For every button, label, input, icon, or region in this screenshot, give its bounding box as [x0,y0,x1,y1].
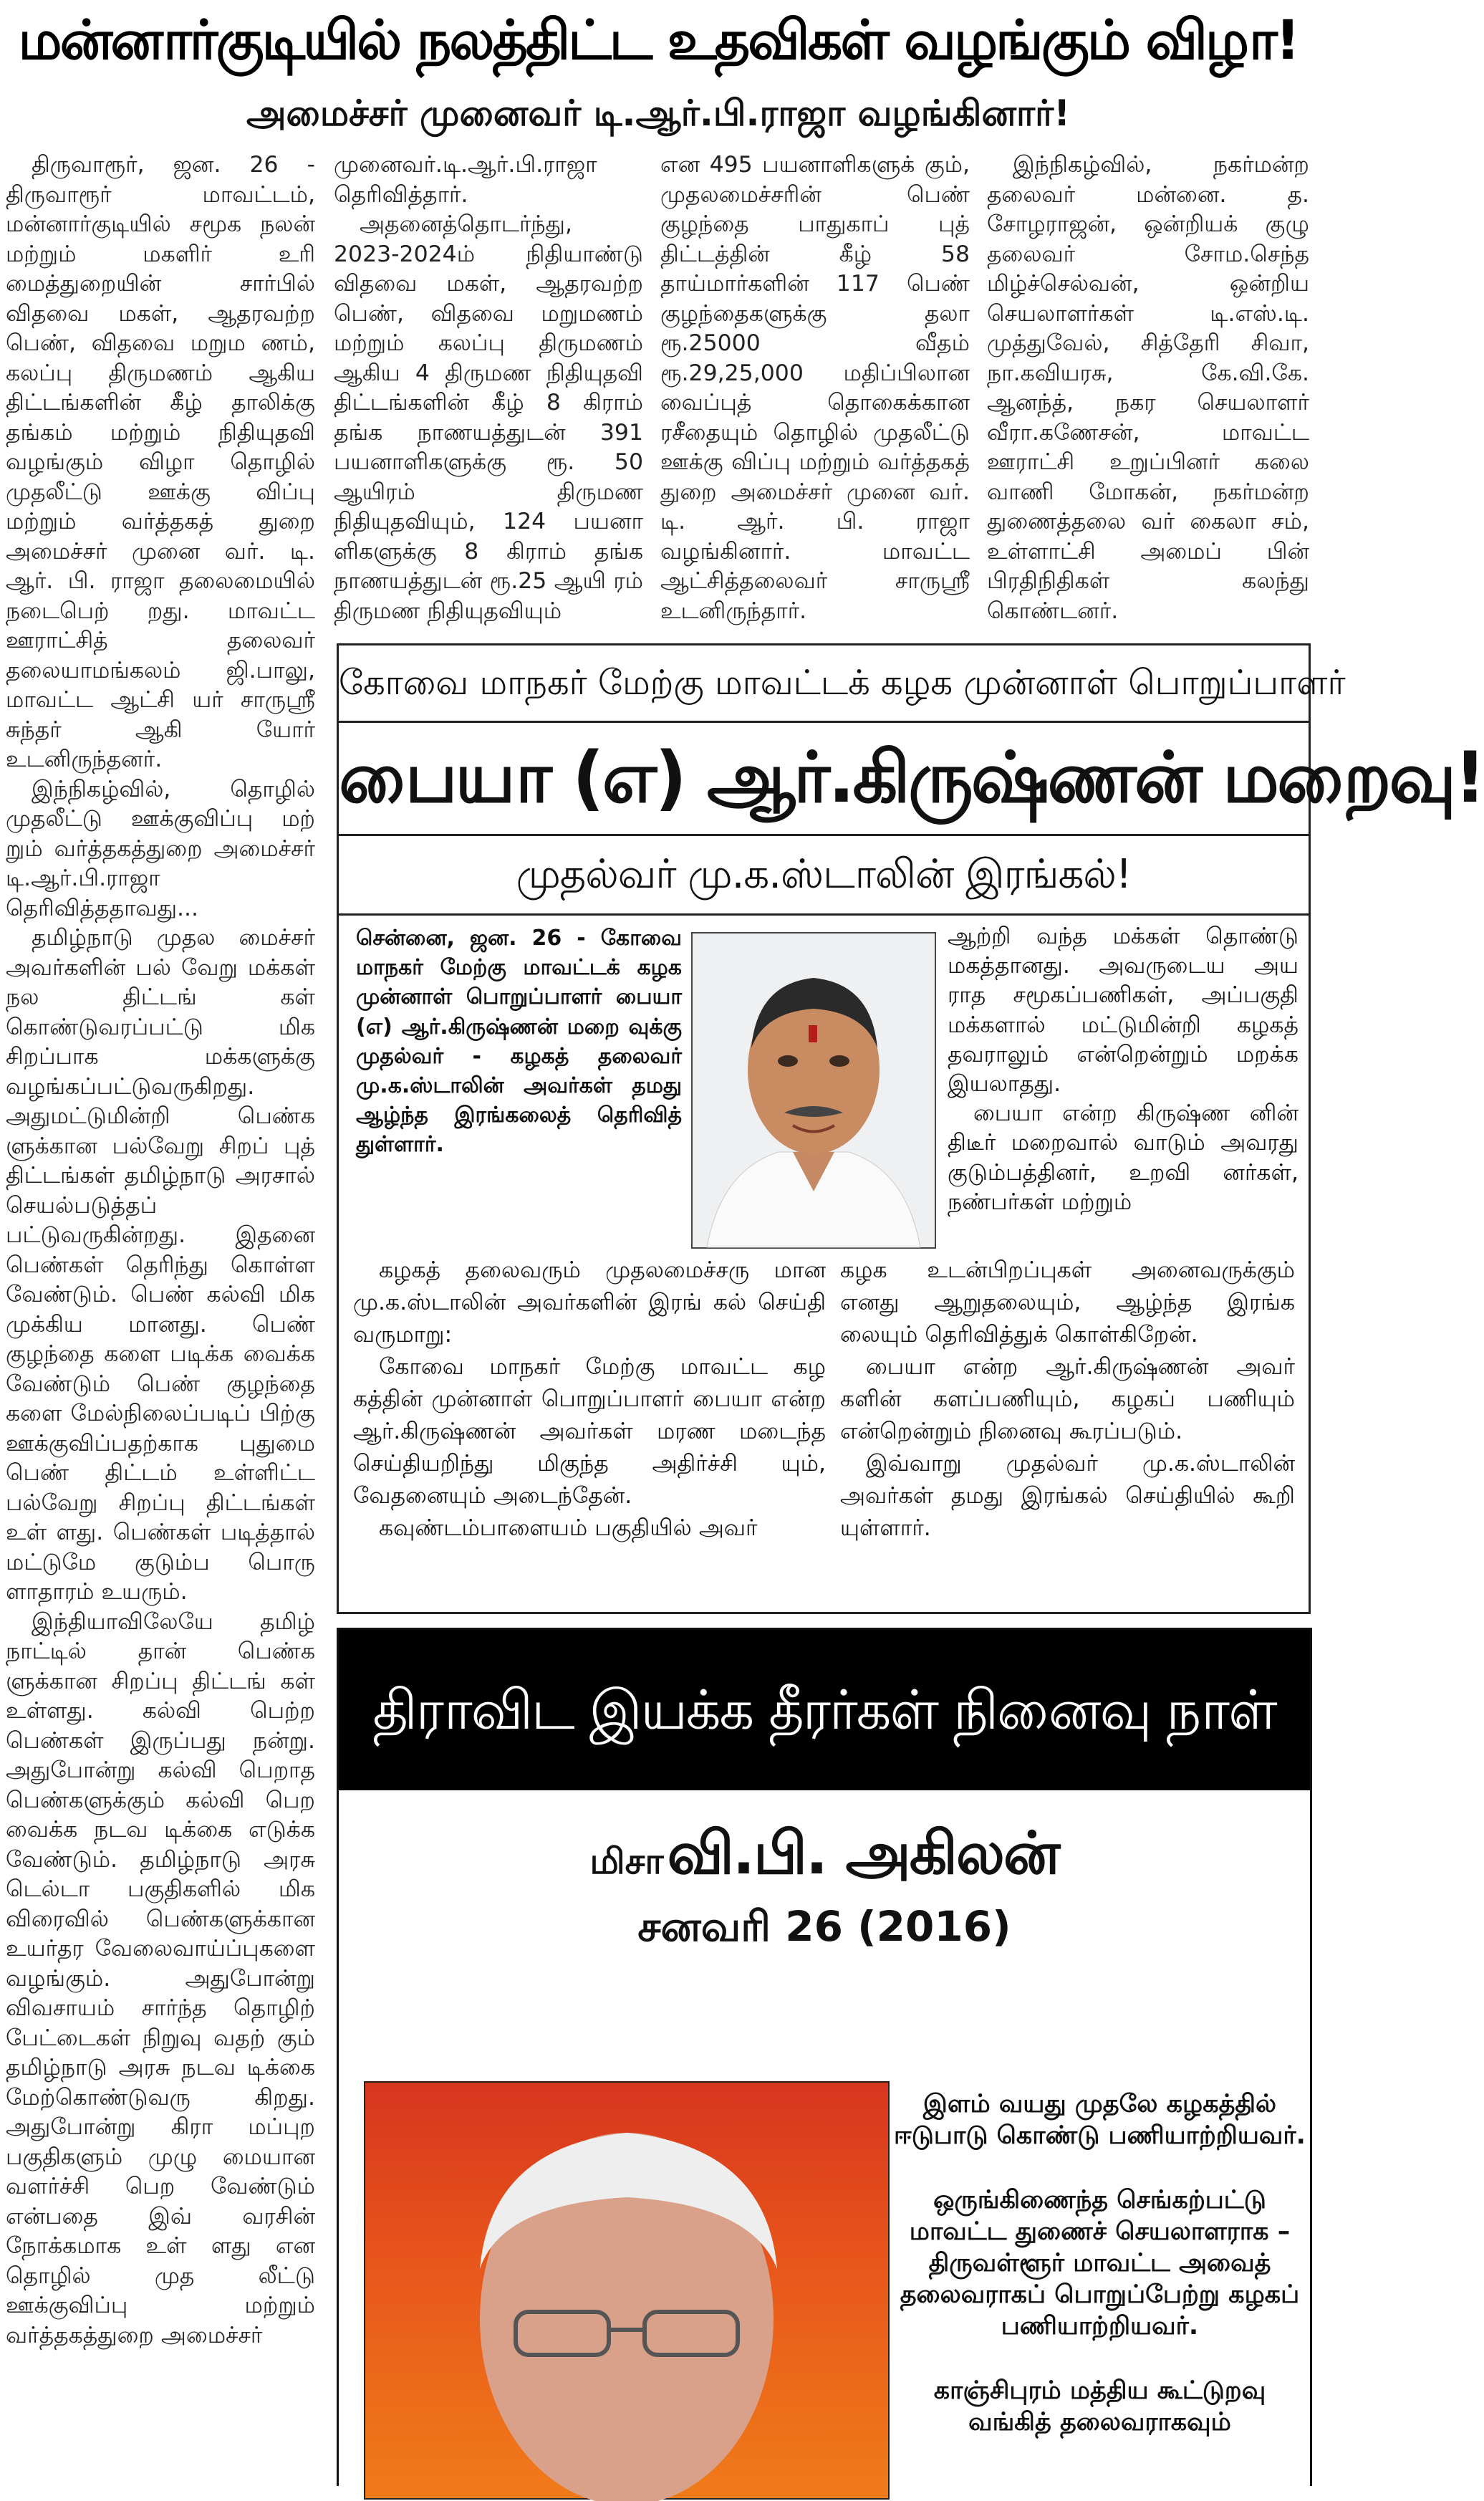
portrait-illustration [693,933,935,1247]
memorial-box [337,1628,1312,2486]
obituary-title: பையா (எ) ஆர்.கிருஷ்ணன் மறைவு! [339,737,1484,819]
paragraph: ஆற்றி வந்த மக்கள் தொண்டு மகத்தானது. அவருடைய அய ராத சமூகப்பணிகள், அப்பகுதி மக்களால் மட்டுமின்றி கழகத் தவராலும் என்றென்றும் மறக்க இயலாதது. [948,923,1298,1098]
paragraph: இந்நிகழ்வில், நகர்மன்ற தலைவர் மன்னை. த. சோழராஜன், ஒன்றியக் குழு தலைவர் சோம.செந்த மிழ்ச்செல்வன், ஒன்றிய செயலாளர்கள் டி.எஸ்.டி. முத்துவேல், சித்தேரி சிவா, நா.கவியரசு, கே.வி.கே. ஆனந்த், நகர செயலாளர் வீரா.கணேசன், மாவட்ட ஊராட்சி உறுப்பினர் கலை வாணி மோகன், நகர்மன்ற துணைத்தலை வர் கைலா சம், உள்ளாட்சி அமைப் பின் பிரதிநிதிகள் கலந்து கொண்டனர். [987,152,1309,624]
obituary-lead: சென்னை, ஜன. 26 - கோவை மாநகர் மேற்கு மாவட்டக் கழக முன்னாள் பொறுப்பாளர் பையா (எ) ஆர்.கிருஷ்ணன் மறை வுக்கு முதல்வர் - கழகத் தலைவர் மு.க.ஸ்டாலின் அவர்கள் தமது ஆழ்ந்த இரங்கலைத் தெரிவித் துள்ளார். [356,926,682,1158]
paragraph: அதனைத்தொடர்ந்து, 2023-2024ம் நிதியாண்டு விதவை மகள், ஆதரவற்ற பெண், விதவை மறுமணம் மற்றும் கலப்பு திருமணம் ஆகிய 4 திருமண நிதியுதவி திட்டங்களின் கீழ் 8 கிராம் தங்க நாணயத்துடன் 391 பயனாளிகளுக்கு ரூ. 50 ஆயிரம் திருமண நிதியுதவியும், 124 பயனா ளிகளுக்கு 8 கிராம் தங்க நாணயத்துடன் ரூ.25 ஆயி ரம் திருமண நிதியுதவியும் [334,211,643,624]
portrait-illustration [365,2083,888,2498]
memorial-date: சனவரி 26 (2016) [637,1902,1011,1951]
paragraph: இந்நிகழ்வில், தொழில் முதலீட்டு ஊக்குவிப்பு மற் றும் வர்த்தகத்துறை அமைச்சர் டி.ஆர்.பி.ராஜா தெரிவித்ததாவது... [6,776,315,921]
paragraph: திருவாரூர், ஜன. 26 - திருவாரூர் மாவட்டம், மன்னார்குடியில் சமூக நலன் மற்றும் மகளிர் உரி மைத்துறையின் சார்பில் விதவை மகள், ஆதரவற்ற பெண், விதவை மறும ணம், கலப்பு திருமணம் ஆகிய திட்டங்களின் கீழ் தாலிக்கு தங்கம் மற்றும் நிதியுதவி வழங்கும் விழா தொழில் முதலீட்டு ஊக்கு விப்பு மற்றும் வர்த்தகத் துறை அமைச்சர் முனை வர். டி. ஆர். பி. ராஜா தலைமையில் நடைபெற் றது. மாவட்ட ஊராட்சித் தலைவர் தலையாமங்கலம் ஜி.பாலு, மாவட்ட ஆட்சி யர் சாருஸ்ரீ சுந்தர் ஆகி யோர் உடனிருந்தனர். [6,152,315,772]
paragraph: என 495 பயனாளிகளுக் கும், முதலமைச்சரின் பெண் குழந்தை பாதுகாப் புத் திட்டத்தின் கீழ் 58 தாய்மார்களின் 117 பெண் குழந்தைகளுக்கு தலா ரூ.25000 வீதம் ரூ.29,25,000 மதிப்பிலான வைப்புத் தொகைக்கான ரசீதையும் தொழில் முதலீட்டு ஊக்கு விப்பு மற்றும் வர்த்தகத் துறை அமைச்சர் முனை வர். டி. ஆர். பி. ராஜா வழங்கினார். மாவட்ட ஆட்சித்தலைவர் சாருஸ்ரீ உடனிருந்தார். [660,152,970,624]
paragraph: தமிழ்நாடு முதல மைச்சர் அவர்களின் பல் வேறு மக்கள் நல திட்டங் கள் கொண்டுவரப்பட்டு மிக சிறப்பாக மக்களுக்கு வழங்கப்பட்டுவருகிறது. அதுமட்டுமின்றி பெண்க ளுக்கான பல்வேறு சிறப் புத் திட்டங்கள் தமிழ்நாடு அரசால் செயல்படுத்தப் பட்டுவருகின்றது. இதனை பெண்கள் தெரிந்து கொள்ள வேண்டும். பெண் கல்வி மிக முக்கிய மானது. பெண் குழந்தை களை படிக்க வைக்க வேண்டும் பெண் குழந்தை களை மேல்நிலைப்படிப் பிற்கு ஊக்குவிப்பதற்காக புதுமை பெண் திட்டம் உள்ளிட்ட பல்வேறு சிறப்பு திட்டங்கள் உள் ளது. பெண்கள் படித்தால் மட்டுமே குடும்ப பொரு ளாதாரம் உயரும். [6,925,315,1605]
main-subheadline: அமைச்சர் முனைவர் டி.ஆர்.பி.ராஜா வழங்கினார்! [246,92,1071,134]
obituary-right-top [948,922,1298,1217]
paragraph: கழகத் தலைவரும் முதலமைச்சரு மான மு.க.ஸ்டாலின் அவர்களின் இரங் கல் செய்தி வருமாறு: [353,1257,826,1348]
obituary-box [337,643,1484,1614]
article-column-1 [6,150,315,2351]
memorial-bio [890,2088,1309,2471]
obituary-bottom-right [840,1254,1295,1545]
obituary-bottom-left [353,1254,826,1545]
article-column-2 [334,150,643,626]
paragraph: கழக உடன்பிறப்புகள் அனைவருக்கும் எனது ஆறுதலையும், ஆழ்ந்த இரங்க லையும் தெரிவித்துக் கொள்கிறேன். [840,1257,1295,1348]
bio-paragraph: இளம் வயது முதலே கழகத்தில் ஈடுபாடு கொண்டு பணியாற்றியவர். [894,2090,1306,2150]
obituary-kicker: கோவை மாநகர் மேற்கு மாவட்டக் கழக முன்னாள் பொறுப்பாளர் [339,645,1309,723]
bio-paragraph: காஞ்சிபுரம் மத்திய கூட்டுறவு வங்கித் தலைவராகவும் [933,2376,1266,2437]
main-headline: மன்னார்குடியில் நலத்திட்ட உதவிகள் வழங்கும் விழா! [18,8,1298,72]
paragraph: பையா என்ற கிருஷ்ண னின் திடீர் மறைவால் வாடும் அவரது குடும்பத்தினர், உறவி னர்கள், நண்பர்கள் மற்றும் [948,1100,1298,1215]
paragraph: கோவை மாநகர் மேற்கு மாவட்ட கழ கத்தின் முன்னாள் பொறுப்பாளர் பையா என்ற ஆர்.கிருஷ்ணன் அவர்கள் மரண மடைந்த செய்தியறிந்து மிகுந்த அதிர்ச்சி யும், வேதனையும் அடைந்தேன். [353,1354,826,1509]
article-column-3 [660,150,970,626]
article-column-4 [987,150,1309,626]
obituary-subtitle: முதல்வர் மு.க.ஸ்டாலின் இரங்கல்! [339,834,1309,916]
bio-paragraph: ஒருங்கிணைந்த செங்கற்பட்டு மாவட்ட துணைச் செயலாளராக – திருவள்ளூர் மாவட்ட அவைத் தலைவராகப் பொறுப்பேற்று கழகப் பணியாற்றியவர். [900,2186,1300,2341]
paragraph: இவ்வாறு முதல்வர் மு.க.ஸ்டாலின் அவர்கள் தமது இரங்கல் செய்தியில் கூறி யுள்ளார். [840,1451,1295,1541]
memorial-name-prefix: மிசா [589,1840,664,1882]
paragraph: கவுண்டம்பாளையம் பகுதியில் அவர் [379,1515,758,1541]
paragraph: முனைவர்.டி.ஆர்.பி.ராஜா தெரிவித்தார். [334,152,597,208]
paragraph: பையா என்ற ஆர்.கிருஷ்ணன் அவர் களின் களப்பணியும், கழகப் பணியும் என்றென்றும் நினைவு கூரப்படும். [840,1354,1295,1444]
portrait-photo-akilan [364,2081,890,2500]
paragraph: இந்தியாவிலேயே தமிழ் நாட்டில் தான் பெண்க ளுக்கான சிறப்பு திட்டங் கள் உள்ளது. கல்வி பெற்ற பெண்கள் இருப்பது நன்று. அதுபோன்று கல்வி பெறாத பெண்களுக்கும் கல்வி பெற வைக்க நடவ டிக்கை எடுக்க வேண்டும். தமிழ்நாடு அரசு டெல்டா பகுதிகளில் மிக விரைவில் பெண்களுக்கான உயர்தர வேலைவாய்ப்புகளை வழங்கும். அதுபோன்று விவசாயம் சார்ந்த தொழிற் பேட்டைகள் நிறுவு வதற் கும் தமிழ்நாடு அரசு நடவ டிக்கை மேற்கொண்டுவரு கிறது. அதுபோன்று கிரா மப்புற பகுதிகளும் முழு மையான வளர்ச்சி பெற வேண்டும் என்பதை இவ் வரசின் நோக்கமாக உள் ளது என தொழில் முத லீட்டு ஊக்குவிப்பு மற்றும் வர்த்தகத்துறை அமைச்சர் [6,1608,315,2348]
portrait-photo-krishnan [691,932,936,1249]
memorial-name-line [339,1820,1310,1896]
memorial-band-title: திராவிட இயக்க தீரர்கள் நினைவு நாள் [339,1630,1310,1790]
memorial-name: வி.பி. அகிலன் [667,1820,1059,1888]
